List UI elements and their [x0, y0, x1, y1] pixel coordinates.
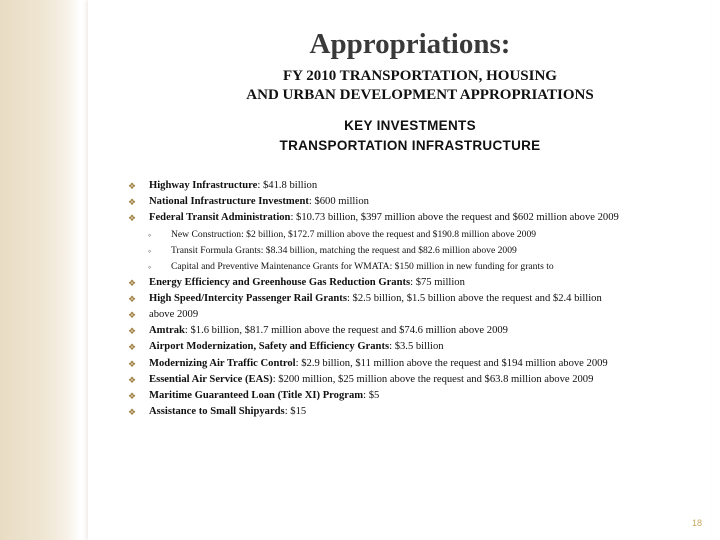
list-item	[128, 356, 698, 372]
list-item	[128, 372, 698, 388]
item-text: above 2009	[149, 309, 199, 321]
section-heading-line-2: TRANSPORTATION INFRASTRUCTURE	[279, 138, 541, 153]
list-item	[128, 194, 698, 210]
item-text: : $41.8 billion	[257, 180, 318, 191]
bullet-icon: ❖	[128, 181, 137, 191]
item-text: : $600 million	[308, 196, 369, 208]
section-heading-line-1: KEY INVESTMENTS	[344, 118, 476, 133]
subtitle-line-1: FY 2010 TRANSPORTATION, HOUSING	[283, 68, 557, 84]
item-text: : $75 million	[410, 276, 465, 288]
list-item	[128, 388, 698, 404]
bullet-icon: ❖	[128, 342, 137, 353]
item-text: : $2.5 billion, $1.5 billion above the request and $2.4 billion	[346, 292, 602, 304]
investment-list	[128, 178, 698, 420]
subtitle-line-2: AND URBAN DEVELOPMENT APPROPRIATIONS	[246, 87, 594, 103]
item-text: : $2.9 billion, $11 million above the request and $194 million above 2009	[295, 357, 608, 369]
item-text: : $200 million, $25 million above the request and $63.8 million above 2009	[272, 373, 594, 385]
list-item	[128, 339, 698, 355]
item-label: Highway Infrastructure	[149, 180, 258, 191]
list-item	[128, 307, 698, 323]
sub-list-item	[128, 259, 698, 275]
item-text: : $1.6 billion, $81.7 million above the request and $74.6 million above 2009	[184, 325, 508, 337]
sub-item-text: Capital and Preventive Maintenance Grants for WMATA: $150 million in new funding for grants to	[171, 260, 554, 272]
sub-list-item	[128, 243, 698, 259]
list-item	[128, 291, 698, 307]
item-text: : $15	[284, 406, 307, 418]
circle-bullet-icon: ◦	[148, 245, 152, 256]
bullet-icon: ❖	[128, 310, 137, 321]
bullet-icon: ❖	[128, 213, 137, 224]
bullet-icon: ❖	[128, 407, 137, 418]
item-label: Modernizing Air Traffic Control	[149, 357, 296, 369]
item-text: : $5	[363, 390, 380, 402]
item-label: Maritime Guaranteed Loan (Title XI) Program	[149, 390, 364, 402]
list-item	[128, 323, 698, 339]
sub-item-text: Transit Formula Grants: $8.34 billion, matching the request and $82.6 million above 2009	[171, 244, 517, 256]
list-item	[128, 404, 698, 420]
item-label: Amtrak	[149, 325, 185, 337]
bullet-icon: ❖	[128, 374, 137, 385]
item-label: Federal Transit Administration	[149, 212, 291, 224]
item-text: : $3.5 billion	[389, 341, 444, 353]
list-item	[128, 210, 698, 226]
item-label: Airport Modernization, Safety and Efficiency Grants	[149, 341, 390, 353]
decorative-left-band	[0, 0, 80, 540]
slide-title: Appropriations:	[309, 28, 511, 60]
item-label: Assistance to Small Shipyards	[149, 406, 285, 418]
circle-bullet-icon: ◦	[148, 261, 152, 272]
item-label: High Speed/Intercity Passenger Rail Grants	[149, 292, 347, 304]
bullet-icon: ❖	[128, 277, 137, 288]
section-heading	[180, 116, 640, 156]
item-label: National Infrastructure Investment	[149, 196, 309, 208]
bullet-icon: ❖	[128, 293, 137, 304]
slide-subtitle	[150, 67, 690, 105]
bullet-icon: ❖	[128, 326, 137, 337]
item-label: Essential Air Service (EAS)	[149, 373, 273, 385]
list-item	[128, 178, 698, 194]
circle-bullet-icon: ◦	[148, 229, 152, 240]
bullet-icon: ❖	[128, 391, 137, 402]
sub-item-text: New Construction: $2 billion, $172.7 million above the request and $190.8 million above 2009	[171, 228, 537, 240]
item-label: Energy Efficiency and Greenhouse Gas Reduction Grants	[149, 276, 411, 288]
list-item	[128, 275, 698, 291]
item-text: : $10.73 billion, $397 million above the request and $602 million above 2009	[290, 212, 619, 224]
page-number: 18	[691, 518, 702, 528]
bullet-icon: ❖	[128, 358, 137, 369]
bullet-icon: ❖	[128, 197, 137, 208]
sub-list-item	[128, 227, 698, 243]
